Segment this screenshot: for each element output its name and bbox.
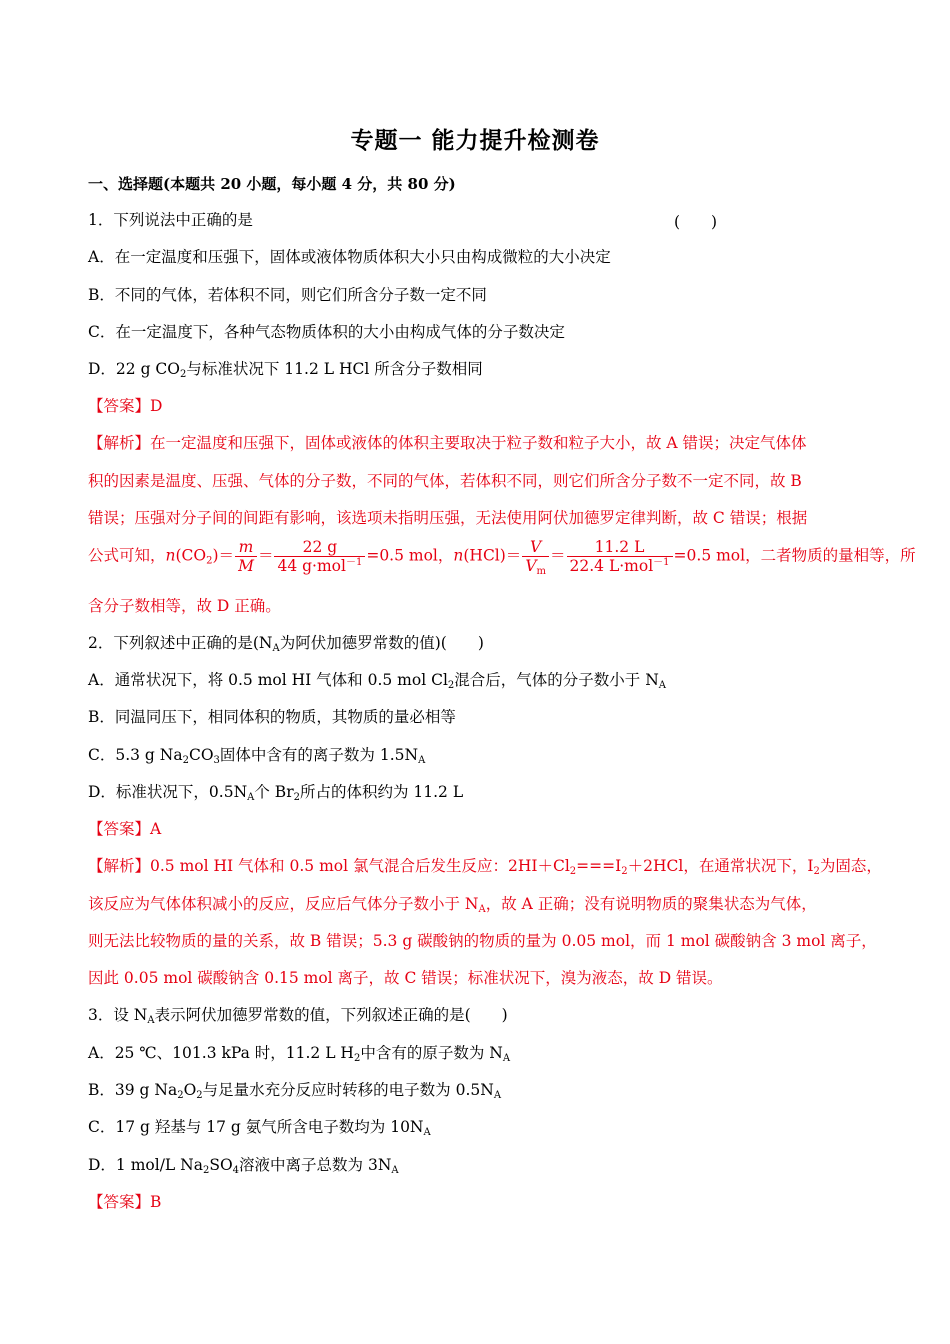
q1-answer-blank: ( ) bbox=[674, 213, 718, 231]
q2-option-c: C．5.3 g $Na_2CO_3$固体中含有的离子数为 $1.5N_A$ bbox=[88, 746, 426, 766]
q3-option-a: A．25 ℃、101.3 kPa 时，11.2 L $H_2$中含有的原子数为 $N_A$ bbox=[88, 1044, 511, 1064]
q2-explanation-3: 则无法比较物质的量的关系，故 B 错误；5.3 g 碳酸钠的物质的量为 0.05 mol，而 1 mol 碳酸钠含 3 mol 离子， bbox=[88, 932, 877, 950]
q1-explanation-2: 积的因素是温度、压强、气体的分子数，不同的气体，若体积不同，则它们所含分子数不一定不同，故 B bbox=[88, 472, 802, 490]
q2-option-b: B．同温同压下，相同体积的物质，其物质的量必相等 bbox=[88, 708, 456, 726]
q2-explanation-2: 该反应为气体体积减小的反应，反应后气体分子数小于 $N_A$，故 A 正确；没有说明物质的聚集状态为气体， bbox=[88, 895, 817, 915]
q2-answer: 【答案】A bbox=[88, 820, 162, 838]
q1-option-b: B．不同的气体，若体积不同，则它们所含分子数一定不同 bbox=[88, 286, 487, 304]
q2-option-a: A．通常状况下，将 0.5 mol HI 气体和 0.5 mol $Cl_2$混合后，气体的分子数小于 $N_A$ bbox=[88, 671, 667, 691]
q1-explanation-3: 错误；压强对分子间的间距有影响，该选项未指明压强，无法使用阿伏加德罗定律判断，故 C 错误；根据 bbox=[88, 509, 808, 527]
q3-option-c: C．17 g 羟基与 17 g 氨气所含电子数均为 $10N_A$ bbox=[88, 1118, 431, 1138]
q2-explanation-4: 因此 0.05 mol 碳酸钠含 0.15 mol 离子，故 C 错误；标准状况下，溴为液态，故 D 错误。 bbox=[88, 969, 723, 987]
q1-option-c: C．在一定温度下，各种气态物质体积的大小由构成气体的分子数决定 bbox=[88, 323, 565, 341]
q1-option-a: A．在一定温度和压强下，固体或液体物质体积大小只由构成微粒的大小决定 bbox=[88, 248, 611, 266]
q1-explanation-1: 【解析】在一定温度和压强下，固体或液体的体积主要取决于粒子数和粒子大小，故 A 错误；决定气体体 bbox=[88, 434, 807, 452]
section-heading: 一、选择题(本题共 20 小题，每小题 4 分，共 80 分) bbox=[88, 175, 456, 193]
q2-stem: 2．下列叙述中正确的是($N_A$为阿伏加德罗常数的值)( ) bbox=[88, 634, 484, 654]
q3-option-d: D．1 mol/L $Na_2SO_4$溶液中离子总数为 $3N_A$ bbox=[88, 1156, 399, 1176]
q2-option-d: D．标准状况下，$0.5N_A$个 $Br_2$所占的体积约为 11.2 L bbox=[88, 783, 464, 803]
q2-explanation-1: 【解析】0.5 mol HI 气体和 0.5 mol 氯气混合后发生反应：$2HI+Cl_2===I_2+2HCl$，在通常状况下，$I_2$为固态， bbox=[88, 857, 882, 877]
page-title: 专题一 能力提升检测卷 bbox=[350, 127, 600, 154]
q3-stem: 3．设 $N_A$表示阿伏加德罗常数的值，下列叙述正确的是( ) bbox=[88, 1006, 508, 1026]
q3-option-b: B．39 g $Na_2O_2$与足量水充分反应时转移的电子数为 $0.5N_A$ bbox=[88, 1081, 502, 1101]
q1-explanation-5: 含分子数相等，故 D 正确。 bbox=[88, 597, 281, 615]
q1-option-d: D．22 g $CO_2$与标准状况下 11.2 L HCl 所含分子数相同 bbox=[88, 360, 483, 380]
q1-answer: 【答案】D bbox=[88, 397, 163, 415]
q1-explanation-formula: 公式可知，$n(CO_2)=$ $\frac{m}{M}$ ＝ $\frac{22 g}{44 g\cdot mol^{-1}}$ =0.5 mol，n(HCl)＝ $\frac{V}{V_m}$ ＝ $\frac{11.2 L}{22.4 L\cdot mol^{-1}}$ =0.5 mol，二者物质的量相等，所 bbox=[88, 538, 916, 577]
q1-stem: 1．下列说法中正确的是 bbox=[88, 211, 253, 229]
q3-answer: 【答案】B bbox=[88, 1193, 162, 1211]
